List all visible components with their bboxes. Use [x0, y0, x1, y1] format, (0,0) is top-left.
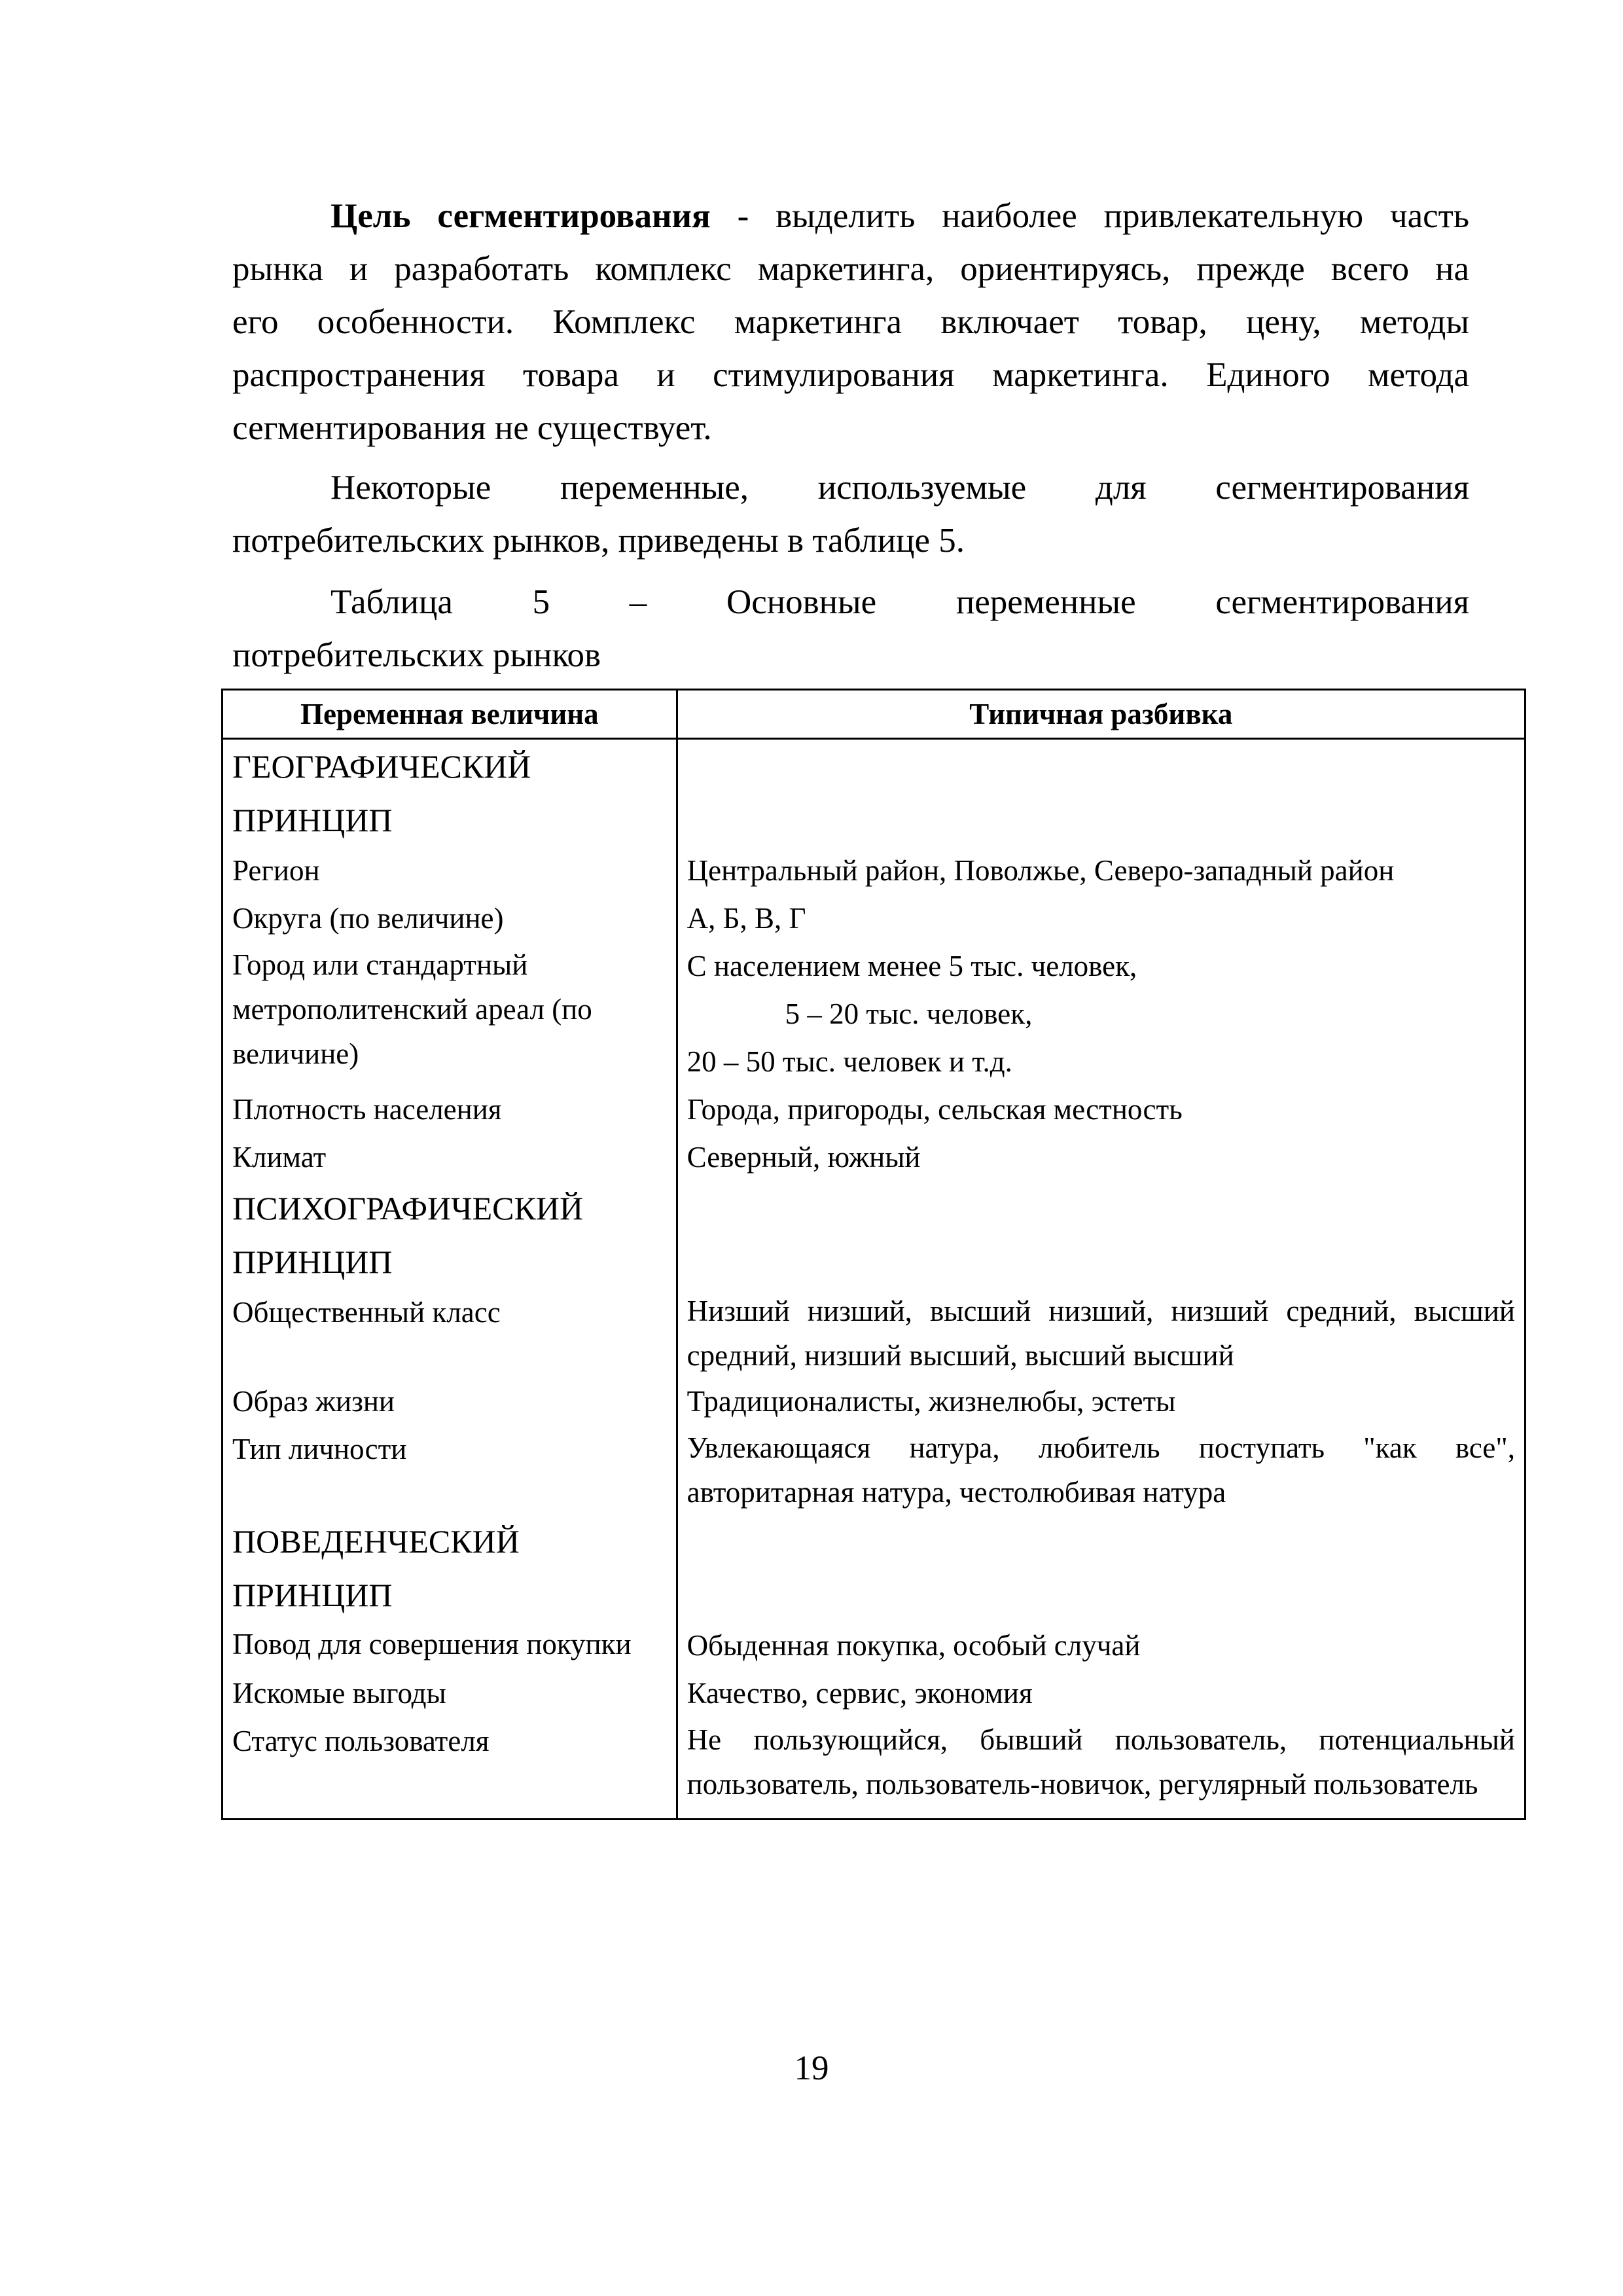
table-row: Город или стандартный метрополитенский ареал (по величине) С населением менее 5 тыс. человек, 5 – 20 тыс. человек, 20 – 50 тыс. человек и т.д. [223, 942, 1525, 1086]
page-number: 19 [794, 2049, 829, 2087]
table-row: Климат Северный, южный [223, 1134, 1525, 1181]
segmentation-table [221, 689, 1526, 1820]
table-caption: Таблица 5 – Основные переменные сегментирования потребительских рынков [232, 583, 1469, 674]
paragraph-variables-intro: Некоторые переменные, используемые для сегментирования потребительских рынков, приведены в таблице 5. [232, 469, 1469, 560]
table-row: Образ жизни Традиционалисты, жизнелюбы, эстеты [223, 1378, 1525, 1426]
table-row: Плотность населения Города, пригороды, сельская местность [223, 1086, 1525, 1134]
header-variable: Переменная величина [223, 690, 677, 739]
bold-lead: Цель сегментирования [330, 197, 711, 235]
table-row: Общественный класс Низший низший, высший низший, низший средний, высший средний, низший высший, высший высший [223, 1289, 1525, 1378]
table-row: Округа (по величине) А, Б, В, Г [223, 895, 1525, 942]
section-behav: ПОВЕДЕНЧЕСКИЙ ПРИНЦИП [223, 1515, 677, 1622]
table-row: Статус пользователя Не пользующийся, бывший пользователь, потенциальный пользователь, пользователь-новичок, регулярный пользователь [223, 1717, 1525, 1820]
table-header-row [223, 690, 1525, 739]
section-psycho: ПСИХОГРАФИЧЕСКИЙ ПРИНЦИП [223, 1181, 677, 1289]
table-row: Искомые выгоды Качество, сервис, экономия [223, 1670, 1525, 1717]
table-row: Повод для совершения покупки Обыденная покупка, особый случай [223, 1622, 1525, 1670]
table-row: Регион Центральный район, Поволжье, Северо-западный район [223, 847, 1525, 895]
table-row [223, 739, 1525, 848]
paragraph-segmentation-goal: Цель сегментирования - выделить наиболее привлекательную часть рынка и разработать комплекс маркетинга, ориентируясь, прежде всего на его особенности. Комплекс маркетинга включает товар, цену, методы распространения товара и стимулирования маркетинга. Единого метода сегментирования не существует. [232, 197, 1469, 447]
table-row: Тип личности Увлекающаяся натура, любитель поступать "как все", авторитарная натура, честолюбивая натура [223, 1426, 1525, 1515]
table-row [223, 1181, 1525, 1289]
header-breakdown: Типичная разбивка [677, 690, 1525, 739]
table-row [223, 1515, 1525, 1622]
section-geo: ГЕОГРАФИЧЕСКИЙ ПРИНЦИП [223, 739, 677, 848]
